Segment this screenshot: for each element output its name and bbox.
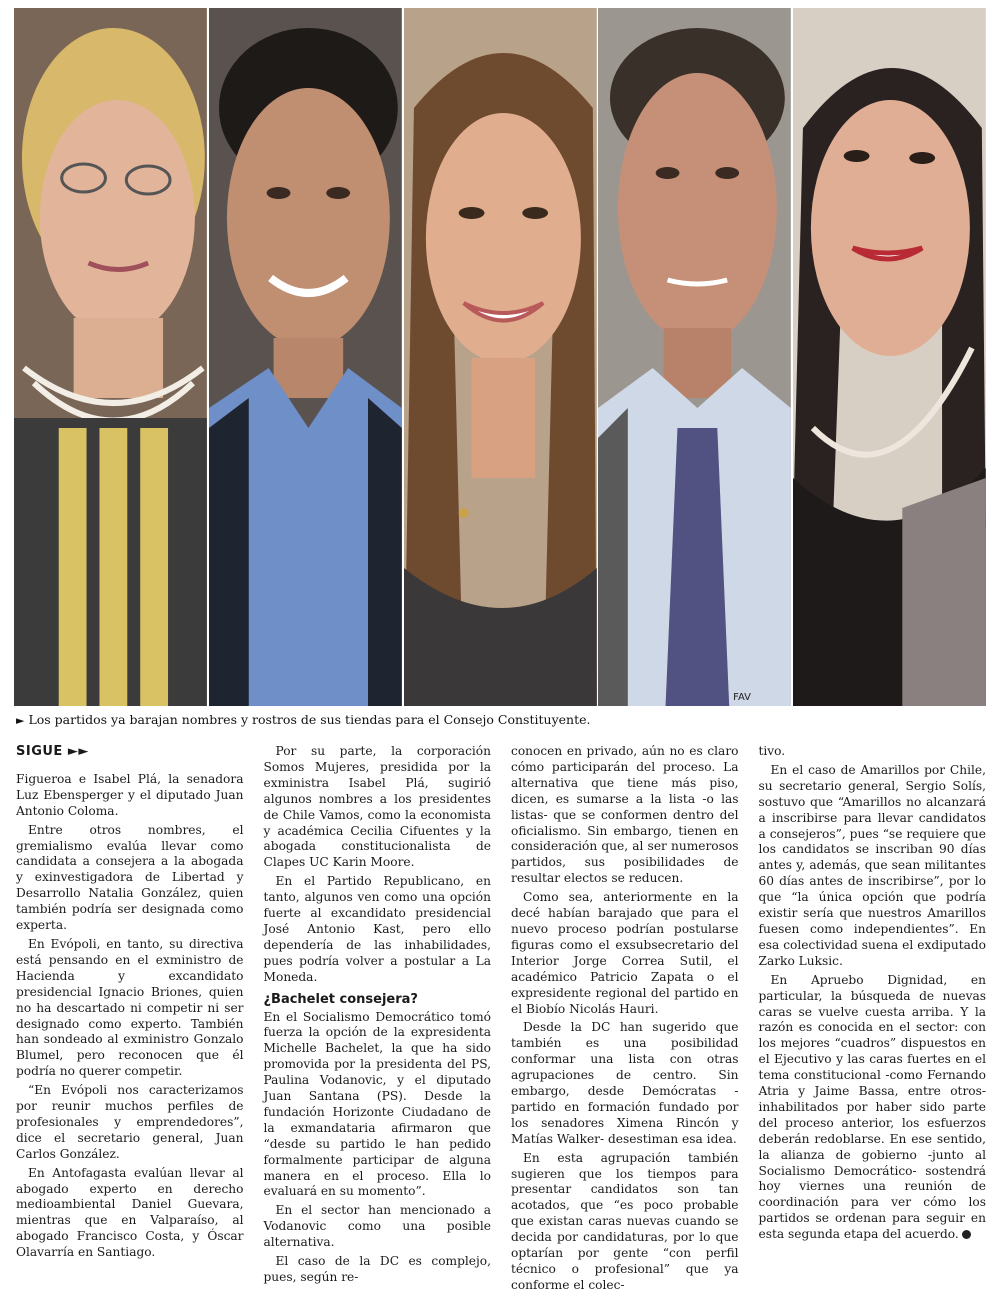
continue-marker: SIGUE ►► (16, 744, 89, 759)
article-column-4 (758, 744, 987, 1242)
paragraph: Por su parte, la corporación Somos Mujeres, presidida por la exministra Isabel Plá, sugirió algunos nombres a los presidentes de Chile Vamos, como la economista y académica Cecilia Cifuentes y la abogada constitucionalista de Clapes UC Karin Moore. (263, 744, 491, 870)
article-column-3 (511, 744, 739, 1292)
caption-text: Los partidos ya barajan nombres y rostros de sus tiendas para el Consejo Constituyente. (28, 712, 591, 727)
paragraph-final (759, 973, 987, 1243)
article-column-2 (263, 744, 492, 1284)
article-body (16, 744, 986, 1292)
paragraph: En Antofagasta evalúan llevar al abogado experto en derecho medioambiental Daniel Guevara, mientras que en Valparaíso, al abogado Francisco Costa, y Óscar Olavarría en Santiago. (16, 1165, 244, 1260)
paragraph: El caso de la DC es complejo, pues, según re- (263, 1254, 491, 1284)
paragraph: Desde la DC han sugerido que también es una posibilidad conformar una lista con otras agrupaciones de centro. Sin embargo, desde Demócratas -partido en formación fundado por los senadores Ximena Rincón y Matías Walker- desestiman esa idea. (511, 1020, 739, 1146)
paragraph: conocen en privado, aún no es claro cómo participarán del proceso. La alternativa que tiene más piso, dicen, es sumarse a la lista -o las listas- que se conformen dentro del oficialismo. Sin embargo, tienen en consideración que, al ser numerosos partidos, sus posibilidades de resultar electos se reducen. (511, 744, 739, 886)
portrait-2-image (209, 8, 402, 706)
caption-arrow-icon: ► (16, 714, 25, 727)
portrait-1-image (14, 8, 207, 706)
shirt-monogram: FAV (733, 691, 752, 704)
paragraph: tivo. (758, 744, 786, 758)
portrait-3-image (404, 8, 597, 706)
portrait-4-image (598, 8, 791, 706)
end-of-article-icon (962, 1230, 971, 1239)
final-paragraph-text: En Apruebo Dignidad, en particular, la búsqueda de nuevas caras se vuelve cuesta arriba. Y la razón es conocida en el sector: con los mejores “cuadros” dispuestos en el Ejecutivo y las caras fuertes en el tema constitucional -como Fernando Atria y Jaime Bassa, entre otros- inhabilitados por haber sido parte del proceso anterior, los esfuerzos deberán redoblarse. En ese sentido, la alianza de gobierno -junto al Socialismo Democrático- sostendrá hoy viernes una reunión de coordinación para ver cómo los partidos se ordenan para seguir en esta segunda etapa del acuerdo. (758, 972, 986, 1242)
paragraph: “En Evópoli nos caracterizamos por reunir muchos perfiles de profesionales y emprendedores”, dice el secretario general, Juan Carlos González. (16, 1083, 244, 1161)
portrait-2 (209, 8, 402, 706)
photo-caption (16, 712, 590, 727)
paragraph: En Evópoli, en tanto, su directiva está pensando en el exministro de Hacienda y excandidato presidencial Ignacio Briones, quien no ha descartado ni competir ni ser designado como experto. También han sondeado al exministro Gonzalo Blumel, pero reconocen que él podría no querer competir. (16, 936, 244, 1079)
portrait-1 (14, 8, 207, 706)
section-subhead: ¿Bachelet consejera? (263, 991, 418, 1007)
paragraph: Figueroa e Isabel Plá, la senadora Luz Ebensperger y el diputado Juan Antonio Coloma. (16, 771, 244, 818)
paragraph: En el caso de Amarillos por Chile, su secretario general, Sergio Solís, sostuvo que “Amarillos no alcanzará a inscribirse para llevar candidatos a consejeros”, pues “se requiere que los candidatos se inscriban 90 días antes y, además, que sean militantes 60 días antes de inscribirse”, por lo que “la única opción que podría existir sería que nuestros Amarillos fuesen como independientes”. En esa colectividad suena el exdiputado Zarko Luksic. (758, 762, 986, 968)
paragraph: En esta agrupación también sugieren que los tiempos para presentar candidatos son tan acotados, que “es poco probable que existan caras nuevas cuando se decida por candidaturas, por lo que optarían por gente “con perfil técnico o profesional” que ya conforme el colec- (511, 1150, 739, 1292)
paragraph: En el sector han mencionado a Vodanovic como una posible alternativa. (263, 1203, 491, 1250)
portrait-5 (793, 8, 986, 706)
paragraph: Entre otros nombres, el gremialismo evalúa llevar como candidata a consejera a la abogada y exinvestigadora de Libertad y Desarrollo Natalia González, quien también podría ser designada como experta. (16, 822, 244, 933)
paragraph: En el Partido Republicano, en tanto, algunos ven como una opción fuerte al excandidato presidencial José Antonio Kast, pero ello dependería de las inhabilidades, pues podría volver a postular a La Moneda. (263, 874, 491, 984)
photo-strip (14, 8, 986, 706)
article-column-1 (16, 744, 244, 1260)
paragraph: En el Socialismo Democrático tomó fuerza la opción de la expresidenta Michelle Bachelet, la que ha sido promovida por la presidenta del PS, Paulina Vodanovic, y el diputado Juan Santana (PS). Desde la fundación Horizonte Ciudadano de la exmandataria afirmaron que “desde su partido le han pedido formalmente participar de alguna manera en el proceso. Ella lo evaluará en su momento”. (263, 1009, 491, 1199)
portrait-5-image (793, 8, 986, 706)
portrait-4 (598, 8, 791, 706)
paragraph: Como sea, anteriormente en la decé habían barajado que para el nuevo proceso podrían postularse figuras como el exsubsecretario del Interior Jorge Correa Sutil, el académico Patricio Zapata o el expresidente regional del partido en el Biobío Nicolás Hauri. (511, 890, 739, 1016)
portrait-3 (404, 8, 597, 706)
